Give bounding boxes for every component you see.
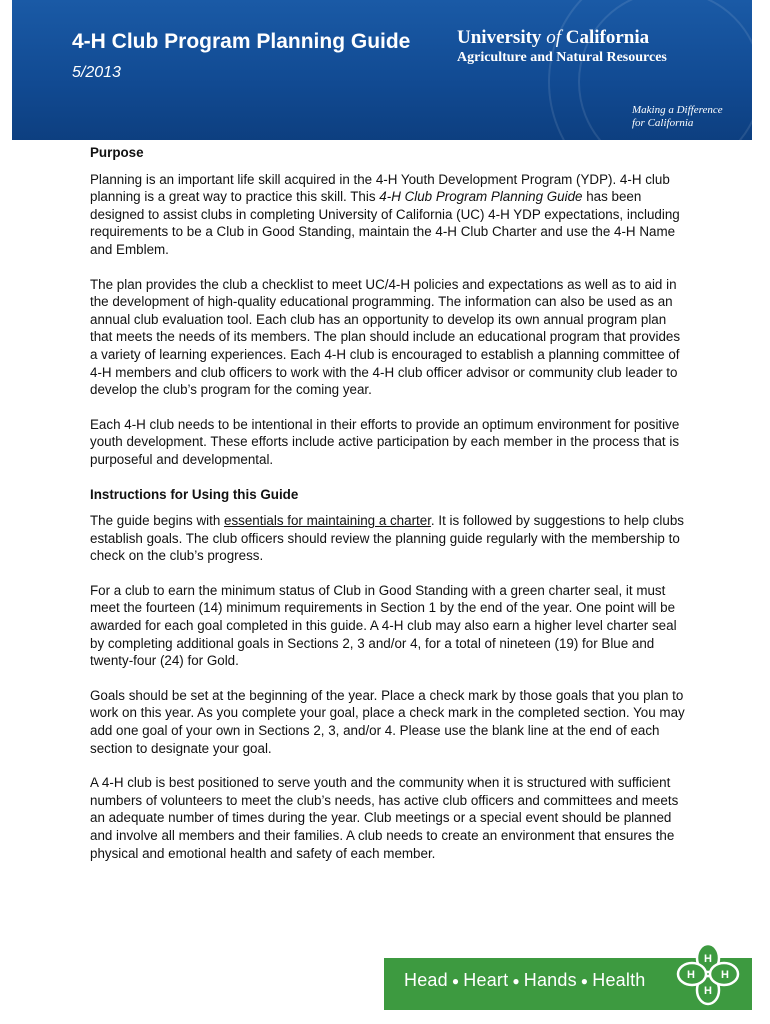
instructions-paragraph-1 [90,512,690,565]
uc-name-of: of [546,27,561,48]
clover-letter-top: H [704,953,712,965]
clover-letter-right: H [721,969,729,981]
instructions-p1-text-b: . It is followed by suggestions to help clubs establish goals. The club officers should review the planning guide regularly with the membership to check on the club’s progress. [90,513,684,564]
bullet-dot-icon: ● [451,974,460,989]
uc-tagline [632,104,723,130]
footer-slogan [404,970,645,991]
instructions-paragraph-4: A 4-H club is best positioned to serve youth and the community when it is structured with sufficient numbers of volunteers to meet the club’s needs, has active club officers and committees and meets an adequate number of times during the year. Club meetings or a special event should be planned and involve all members and their families. A club needs to create an environment that ensures the physical and emotional health and safety of each member. [90,775,679,861]
uc-name-post: California [560,27,650,48]
document-date: 5/2013 [72,64,121,81]
instructions-paragraph-3: Goals should be set at the beginning of the year. Place a check mark by those goals that you plan to work on this year. As you complete your goal, place a check mark in the completed section. You may add one goal of your own in Sections 2, 3, and/or 4. Please use the blank line at the end of each section to designate your goal. [90,687,685,756]
clover-letter-bottom: H [704,985,712,997]
instructions-paragraph-2: For a club to earn the minimum status of Club in Good Standing with a green charter seal, it must meet the fourteen (14) minimum requirements in Section 1 by the end of the year. One point will be awarded for each goal completed in this guide. A 4-H club may also earn a higher level charter seal by completing additional goals in Sections 2, 3 and/or 4, for a total of nineteen (19) for Blue and twenty-four (24) for Gold. [90,582,677,669]
purpose-paragraph-2: The plan provides the club a checklist to meet UC/4-H policies and expectations as well as to aid in the development of high-quality educational programming. The information can also be used as an annual club evaluation tool. Each club has an opportunity to develop its own annual program plan that meets the needs of its members. The plan should include an educational program that provides a variety of learning experiences. Each 4-H club is encouraged to establish a planning committee of 4-H members and club officers to work with the 4-H club officer advisor or community club leader to develop the club’s program for the coming year. [90,276,681,398]
clover-letter-left: H [687,969,695,981]
footer-word-hands: Hands [523,970,577,990]
uc-logo-subtitle: Agriculture and Natural Resources [457,50,667,65]
bullet-dot-icon: ● [580,974,589,989]
purpose-p1-text-a: Planning is an important life skill acquired in the 4-H Youth Development Program (YDP). 4-H club planning is a great way to practice this skill. This [90,171,670,205]
footer-word-health: Health [592,970,646,990]
uc-name-pre: University [457,27,547,48]
document-title: 4-H Club Program Planning Guide [72,30,411,53]
purpose-heading: Purpose [90,145,144,160]
uc-logo-name [457,27,649,49]
document-body [90,144,690,879]
purpose-p1-text-b: has been designed to assist clubs in completing University of California (UC) 4-H YDP expectations, including requirements to be a Club in Good Standing, maintain the 4-H Club Charter and use the 4-H Name and Emblem. [90,189,680,257]
instructions-heading: Instructions for Using this Guide [90,486,299,502]
purpose-paragraph-3: Each 4-H club needs to be intentional in their efforts to provide an optimum environment for positive youth development. These efforts include active participation by each member in the process that is purposeful and developmental. [90,416,680,467]
bullet-dot-icon: ● [512,974,520,989]
uc-tagline-line-2: for California [632,117,694,129]
four-leaf-clover-icon [676,942,740,1006]
uc-tagline-line-1: Making a Difference [632,104,723,116]
essentials-charter-link[interactable]: essentials for maintaining a charter [224,513,431,529]
instructions-p1-text-a: The guide begins with [90,513,224,529]
purpose-paragraph-1 [90,171,690,259]
footer-word-heart: Heart [463,970,509,990]
footer-word-head: Head [404,970,448,990]
purpose-p1-guide-title: 4-H Club Program Planning Guide [379,189,583,205]
header-banner [12,0,752,140]
